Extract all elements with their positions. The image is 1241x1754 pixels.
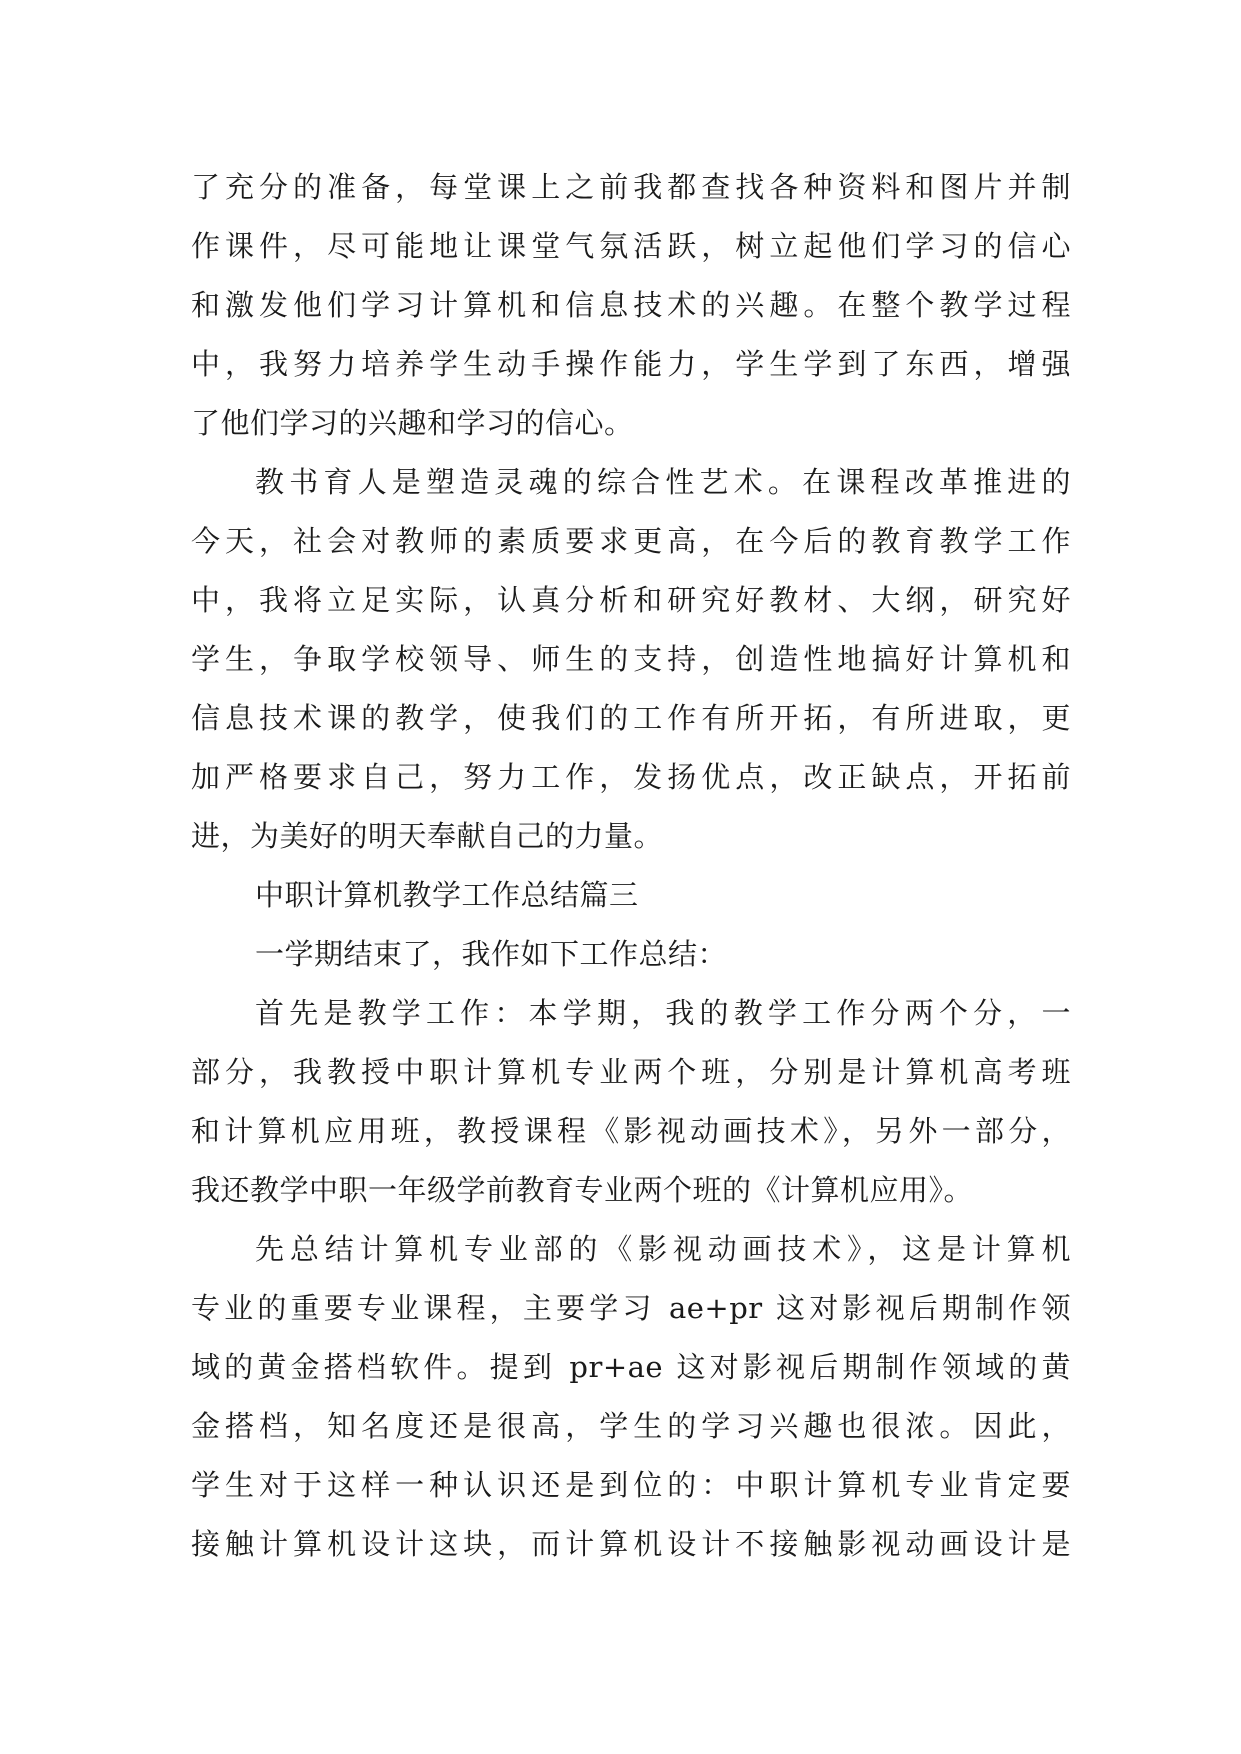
text-line: 作课件，尽可能地让课堂气氛活跃，树立起他们学习的信心 [191, 229, 1071, 263]
text-line: 和激发他们学习计算机和信息技术的兴趣。在整个教学过程 [191, 288, 1071, 322]
text-line: 首先是教学工作：本学期，我的教学工作分两个分，一 [255, 996, 1071, 1030]
text-line: 先总结计算机专业部的《影视动画技术》，这是计算机 [255, 1232, 1071, 1266]
text-line: 我还教学中职一年级学前教育专业两个班的《计算机应用》。 [191, 1173, 974, 1207]
text-line: 中职计算机教学工作总结篇三 [255, 878, 639, 912]
text-line: 一学期结束了，我作如下工作总结： [255, 937, 728, 971]
text-line: 域的黄金搭档软件。提到 pr+ae 这对影视后期制作领域的黄 [191, 1350, 1071, 1384]
text-line: 信息技术课的教学，使我们的工作有所开拓，有所进取，更 [191, 701, 1071, 735]
text-line: 了充分的准备，每堂课上之前我都查找各种资料和图片并制 [191, 170, 1071, 204]
text-line: 今天，社会对教师的素质要求更高，在今后的教育教学工作 [191, 524, 1071, 558]
text-line: 了他们学习的兴趣和学习的信心。 [191, 406, 634, 440]
text-line: 和计算机应用班，教授课程《影视动画技术》，另外一部分， [191, 1114, 1071, 1148]
text-line: 专业的重要专业课程，主要学习 ae+pr 这对影视后期制作领 [191, 1291, 1071, 1325]
text-line: 加严格要求自己，努力工作，发扬优点，改正缺点，开拓前 [191, 760, 1071, 794]
text-line: 中，我将立足实际，认真分析和研究好教材、大纲，研究好 [191, 583, 1071, 617]
text-line: 部分，我教授中职计算机专业两个班，分别是计算机高考班 [191, 1055, 1071, 1089]
text-line: 金搭档，知名度还是很高，学生的学习兴趣也很浓。因此， [191, 1409, 1071, 1443]
text-line: 学生，争取学校领导、师生的支持，创造性地搞好计算机和 [191, 642, 1071, 676]
text-line: 进，为美好的明天奉献自己的力量。 [191, 819, 664, 853]
text-line: 中，我努力培养学生动手操作能力，学生学到了东西，增强 [191, 347, 1071, 381]
text-line: 教书育人是塑造灵魂的综合性艺术。在课程改革推进的 [255, 465, 1071, 499]
text-line: 学生对于这样一种认识还是到位的：中职计算机专业肯定要 [191, 1468, 1071, 1502]
text-line: 接触计算机设计这块，而计算机设计不接触影视动画设计是 [191, 1527, 1071, 1561]
body-text [191, 158, 1071, 1574]
